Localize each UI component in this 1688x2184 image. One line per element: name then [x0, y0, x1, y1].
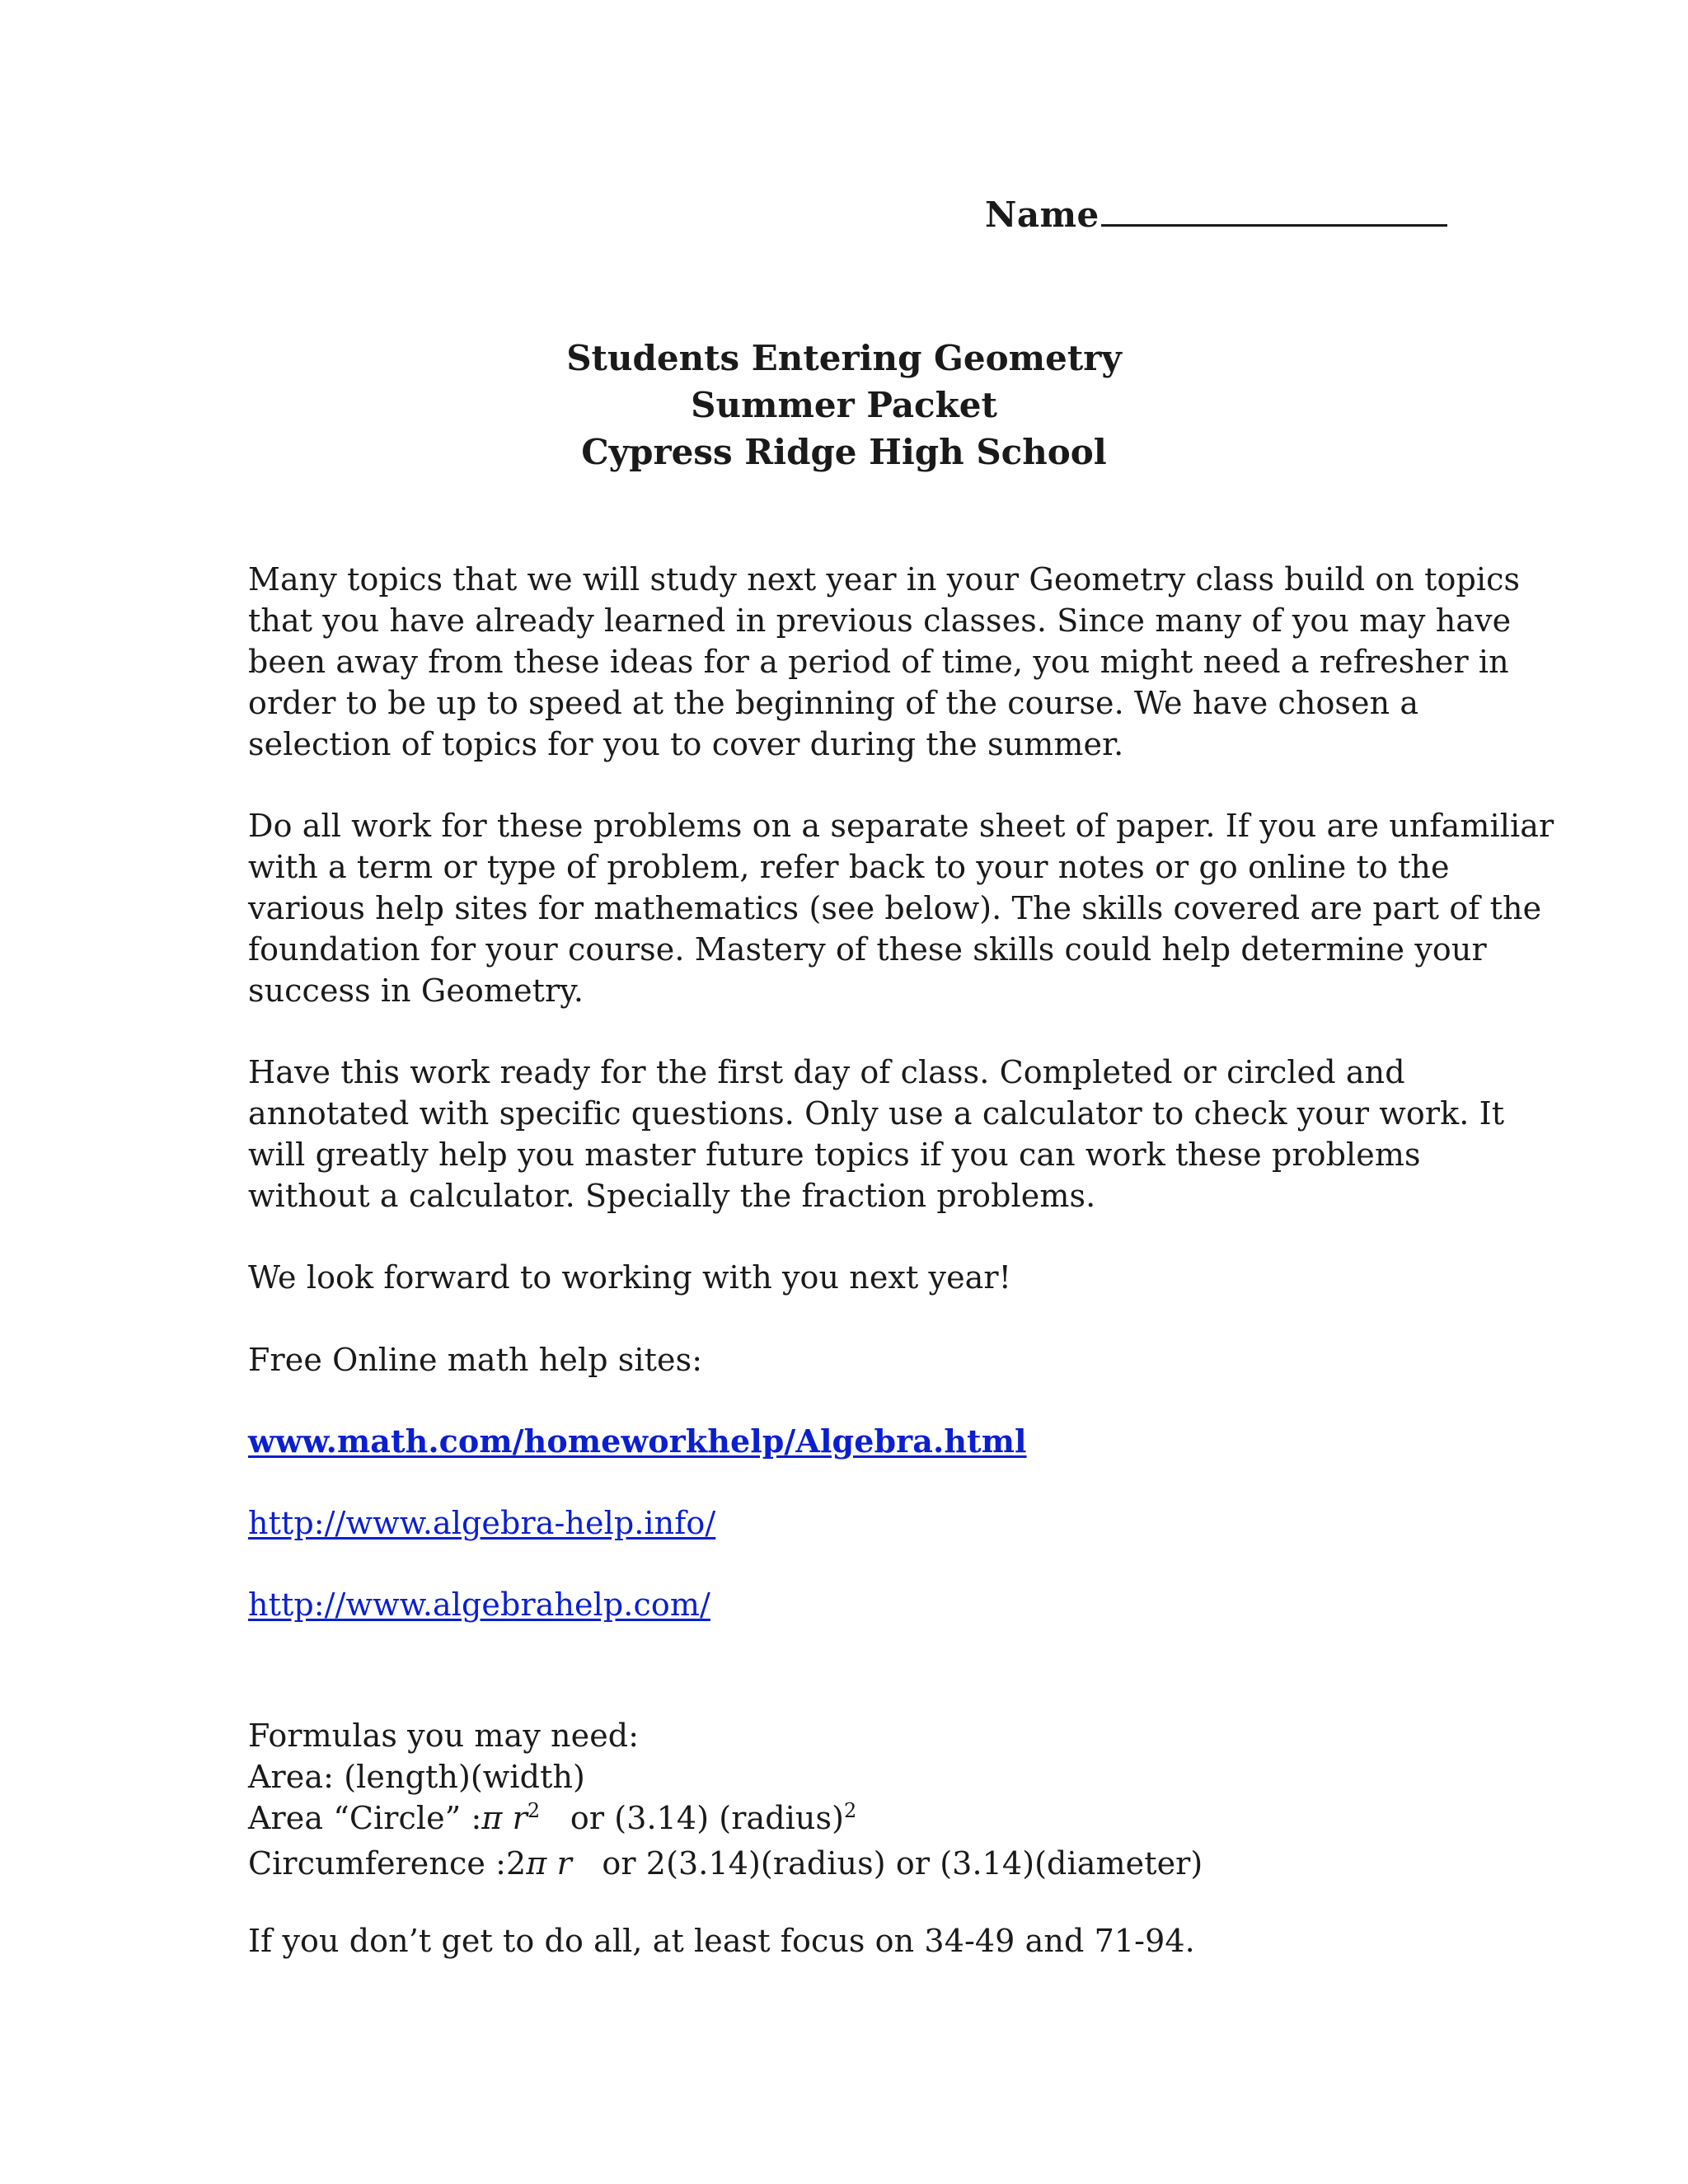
intro-paragraph-4 — [248, 1257, 1484, 1298]
formula-area-circle — [248, 1797, 1484, 1843]
paragraph-line: with a term or type of problem, refer back to your notes or go online to the — [248, 849, 1450, 885]
document-title — [0, 335, 1688, 476]
formula-text: Circumference :2 — [248, 1845, 527, 1882]
radius-variable: r — [512, 1800, 528, 1836]
formula-text: Area “Circle” : — [248, 1800, 482, 1836]
paragraph-line: Many topics that we will study next year in your Geometry class build on topics — [248, 561, 1521, 598]
closing-note-text: If you don’t get to do all, at least focus on 34-49 and 71-94. — [248, 1923, 1195, 1959]
paragraph-line: will greatly help you master future topics if you can work these problems — [248, 1137, 1421, 1173]
name-label: Name — [985, 194, 1100, 235]
help-link-algebra-help-info[interactable]: http://www.algebra-help.info/ — [248, 1505, 716, 1541]
formula-area-rectangle: Area: (length)(width) — [248, 1759, 585, 1795]
exponent: 2 — [527, 1799, 541, 1822]
paragraph-line: that you have already learned in previous classes. Since many of you may have — [248, 602, 1512, 639]
help-sites-heading-text: Free Online math help sites: — [248, 1342, 703, 1378]
paragraph-line: Have this work ready for the first day of class. Completed or circled and — [248, 1054, 1405, 1090]
pi-symbol: π — [526, 1845, 547, 1882]
paragraph-line: without a calculator. Specially the fraction problems. — [248, 1178, 1096, 1214]
paragraph-line: We look forward to working with you next year! — [248, 1259, 1012, 1296]
formulas-section — [248, 1715, 1484, 1884]
help-link-math-com[interactable]: www.math.com/homeworkhelp/Algebra.html — [248, 1422, 1027, 1460]
formula-text: or 2(3.14)(radius) or (3.14)(diameter) — [602, 1845, 1203, 1882]
help-link-3-row — [248, 1584, 1484, 1625]
intro-paragraph-3 — [248, 1052, 1505, 1216]
pi-symbol: π — [481, 1800, 503, 1836]
name-blank-line[interactable] — [1101, 191, 1447, 227]
exponent: 2 — [844, 1799, 857, 1822]
title-line-1: Students Entering Geometry — [566, 338, 1122, 378]
title-line-3: Cypress Ridge High School — [581, 432, 1107, 472]
intro-paragraph-1 — [248, 559, 1521, 765]
help-link-2-row — [248, 1502, 1484, 1544]
paragraph-line: success in Geometry. — [248, 972, 584, 1009]
help-sites-heading — [248, 1339, 1484, 1380]
paragraph-line: Do all work for these problems on a separate sheet of paper. If you are unfamiliar — [248, 808, 1554, 844]
paragraph-line: been away from these ideas for a period of time, you might need a refresher in — [248, 644, 1509, 680]
paragraph-line: selection of topics for you to cover during the summer. — [248, 726, 1124, 762]
title-line-2: Summer Packet — [691, 385, 997, 425]
paragraph-line: various help sites for mathematics (see below). The skills covered are part of the — [248, 890, 1542, 926]
paragraph-line: foundation for your course. Mastery of these skills could help determine your — [248, 931, 1487, 968]
formula-circumference — [248, 1843, 1484, 1884]
paragraph-line: order to be up to speed at the beginning of the course. We have chosen a — [248, 685, 1419, 721]
formula-text: or (3.14) (radius) — [570, 1800, 845, 1836]
help-link-1-row — [248, 1421, 1484, 1462]
radius-variable: r — [556, 1845, 572, 1882]
name-field[interactable] — [985, 191, 1447, 235]
paragraph-line: annotated with specific questions. Only use a calculator to check your work. It — [248, 1095, 1505, 1132]
intro-paragraph-2 — [248, 805, 1554, 1011]
formulas-heading: Formulas you may need: — [248, 1718, 640, 1754]
help-link-algebrahelp-com[interactable]: http://www.algebrahelp.com/ — [248, 1586, 710, 1623]
closing-note — [248, 1920, 1484, 1961]
